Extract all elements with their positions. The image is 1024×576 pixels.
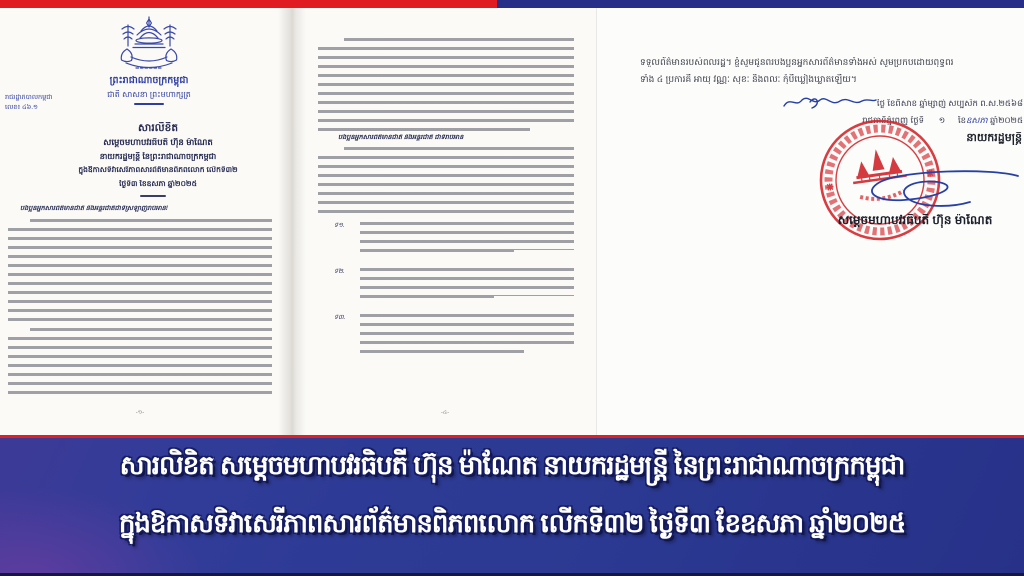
page-number-left: -១- (135, 410, 145, 416)
body-text-lines (318, 38, 574, 131)
list-item-text-lines (360, 222, 574, 254)
date-part-month-handwritten: ឧសភា (966, 116, 988, 125)
letter-title-office: នាយករដ្ឋមន្ត្រី នៃព្រះរាជាណាចក្រកម្ពុជា (99, 152, 217, 161)
signer-title: នាយករដ្ឋមន្ត្រី (966, 132, 1022, 144)
letter-title-occasion: ក្នុងឱកាសទិវាសេរីភាពសារព័ត៌មានពិភពលោក លើកទី៣២ (78, 166, 238, 174)
national-motto: ជាតិ សាសនា ព្រះមហាក្សត្រ (107, 90, 191, 99)
body-text-lines (318, 147, 574, 219)
letter-title-date: ថ្ងៃទី៣ ខែឧសភា ឆ្នាំ២០២៥ (119, 180, 197, 188)
page-number-middle: -៤- (440, 410, 450, 416)
margin-note-number: លេខ៖ ៤៦.១ (5, 104, 38, 111)
list-item-number: ទី២. (334, 268, 345, 275)
date-part-year: ឆ្នាំ២០២៥ (990, 116, 1023, 125)
letterhead-divider (134, 103, 164, 105)
banner-caption-line-2: ក្នុងឱកាសទិវាសេរីភាពសារព័ត៌មានពិភពលោក លើកទី៣២ ថ្ងៃទី៣ ខែឧសភា ឆ្នាំ២០២៥ (118, 508, 906, 538)
list-item-text-lines (360, 314, 574, 354)
closing-paragraph-line: ទទួលព័ត៌មានរបស់ពលរដ្ឋ។ ខ្ញុំសូមជូនពរបងប្អូនអ្នកសារព័ត៌មានទាំងអស់ សូមប្រកបដោយពុទ្ធពរ (640, 57, 954, 67)
document-spread (0, 8, 1024, 435)
handwritten-date-scribble (780, 92, 880, 112)
date-part-city: រាជធានីភ្នំពេញ ថ្ងៃទី (862, 116, 924, 125)
top-bar-red-segment (0, 0, 497, 8)
letter-title: សារលិខិត (138, 122, 178, 134)
list-item-text-lines (360, 268, 574, 300)
body-text-lines (8, 219, 272, 325)
list-item-number: ទី១. (334, 222, 345, 229)
caption-banner (0, 438, 1024, 573)
signer-name: សម្ដេចមហាបវរធិបតី ហ៊ុន ម៉ាណែត (837, 214, 993, 227)
title-divider (140, 195, 166, 197)
date-part-khae: ខែ (957, 116, 967, 125)
margin-note-government: រាជរដ្ឋាភិបាលកម្ពុជា (5, 94, 53, 101)
top-bar-navy-segment (497, 0, 1024, 8)
section-heading: បងប្អូនអ្នកសារព័ត៌មានជាតិ និងអន្តរជាតិ ជាទីរាប់អាន (338, 134, 464, 141)
closing-paragraph-line: ទាំង ៤ ប្រការគឺ អាយុ វណ្ណៈ សុខៈ និងពលៈ កុំបីឃ្លៀងឃ្លាតឡើយ។ (640, 74, 857, 84)
salutation-line: បងប្អូនអ្នកសារព័ត៌មានជាតិ និងអន្តរជាតិជាទីស្រឡាញ់រាប់អាន! (20, 205, 168, 212)
kingdom-heading: ព្រះរាជាណាចក្រកម្ពុជា (109, 76, 189, 86)
body-text-lines (8, 328, 272, 398)
list-item-number: ទី៣. (334, 314, 346, 321)
date-part-day: ១ (938, 116, 946, 125)
buddhist-date-line: ថ្ងៃ​ ខែពិសាខ ឆ្នាំម្សាញ់ សប្បស័ក ព.ស.២៥៦៨ (876, 99, 1023, 108)
banner-caption-line-1: សារលិខិត សម្ដេចមហាបវរធិបតី ហ៊ុន ម៉ាណែត នាយករដ្ឋមន្ត្រី នៃព្រះរាជាណាចក្រកម្ពុជា (119, 450, 905, 480)
royal-arms-emblem-icon (116, 16, 182, 74)
book-spine-fold (278, 8, 306, 435)
letter-title-name: សម្ដេចមហាបវរធិបតី ហ៊ុន ម៉ាណែត (103, 138, 213, 147)
